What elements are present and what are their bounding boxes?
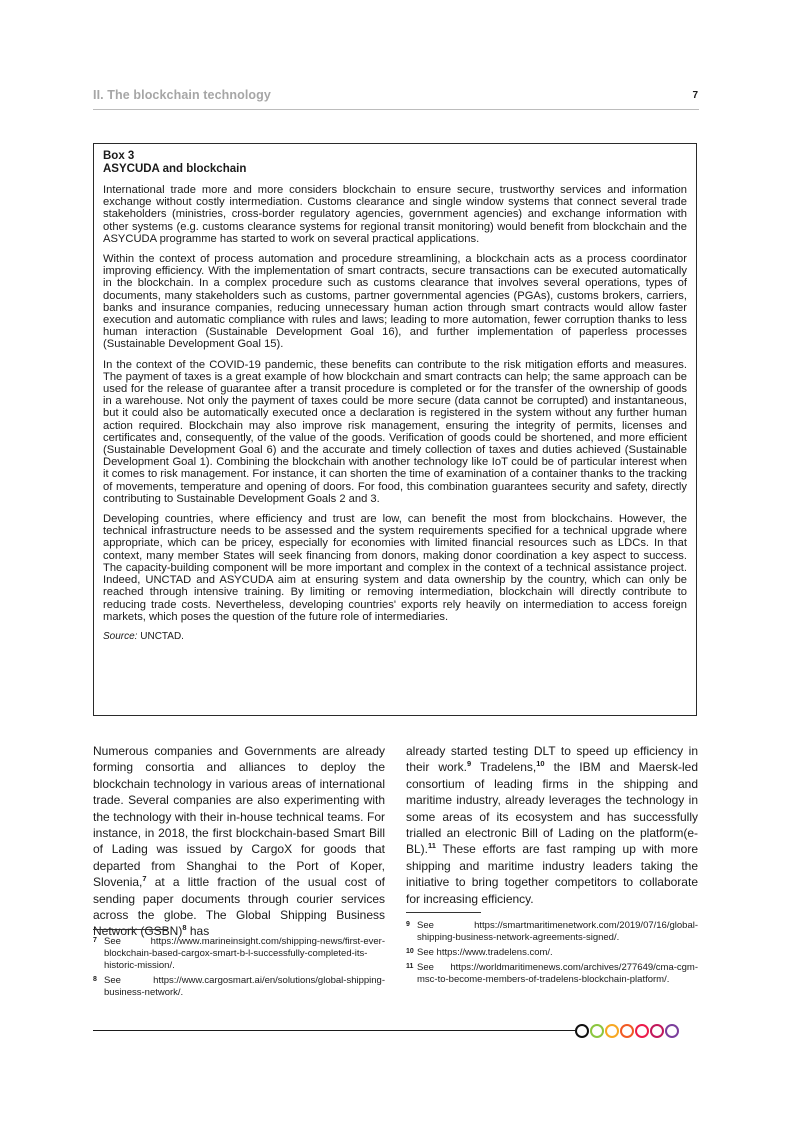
- footnote-ref-7[interactable]: 7: [142, 874, 147, 884]
- footnote-link[interactable]: See https://www.cargosmart.ai/en/solutions/global-shipping-business-network/.: [104, 975, 385, 998]
- footer-dot: [650, 1024, 664, 1038]
- source-label: Source:: [103, 630, 138, 642]
- header-rule: [93, 109, 699, 110]
- footnote-number: 9: [406, 921, 410, 928]
- footnote-number: 11: [406, 963, 414, 970]
- footer-rule: [93, 1030, 575, 1031]
- footer-dot: [575, 1024, 589, 1038]
- footnote-link[interactable]: See https://www.marineinsight.com/shipping-news/first-ever-blockchain-based-cargox-smart-b-l-successfully-completed-its-historic-mission/.: [104, 936, 385, 971]
- footnote-number: 7: [93, 937, 97, 944]
- source-text: UNCTAD.: [137, 630, 184, 642]
- body-text: These efforts are fast ramping up with more shipping and maritime industry leaders taking the initiative to bring together competitors to collaborate for increasing efficiency.: [406, 842, 698, 906]
- footnote-link[interactable]: See https://www.tradelens.com/.: [417, 947, 553, 958]
- footnote-11: [406, 962, 698, 986]
- footer-dots: [575, 1024, 679, 1038]
- footnote-10: [406, 947, 698, 959]
- box-paragraph: International trade more and more considers blockchain to ensure secure, trustworthy services and information exchange without costly intermediation. Customs clearance and single window systems that connect several trade stakeholders (ministries, cross-border regulatory agencies, government agencies) and exchange information with other systems (e.g. customs clearance systems for regional transit monitoring) would benefit from blockchain and the ASYCUDA programme has started to work on several practical applications.: [103, 184, 687, 245]
- footnote-ref-8[interactable]: 8: [182, 923, 187, 933]
- page-number: 7: [692, 90, 698, 101]
- box-paragraph: In the context of the COVID-19 pandemic, these benefits can contribute to the risk mitigation efforts and measures. The payment of taxes is a great example of how blockchain and smart contracts can help; the same approach can be used for the release of guarantee after a transit procedure is completed or for the transfer of the ownership of goods in a warehouse. Not only the payment of taxes could be more secure (data cannot be corrupted) and instantaneous, but it could also be automatically executed once a declaration is registered in the system without any further human action required. Blockchain may also improve risk management, ensuring the integrity of permits, licenses and certificates and, consequently, of the value of the goods. Verification of goods could be shortened, and more efficient (Sustainable Development Goal 6) and the accurate and timely collection of taxes and duties achieved (Sustainable Development Goal 1). Combining the blockchain with another technology like IoT could be of particular interest when it comes to risk management. For instance, it can shorten the time of examination of a container thanks to the tracking of movements, temperature and opening of doors. For food, this combination guarantees security and safety, directly contributing to Sustainable Development Goals 2 and 3.: [103, 358, 687, 505]
- footnote-ref-11[interactable]: 11: [428, 841, 436, 851]
- box-paragraph: Within the context of process automation and procedure streamlining, a blockchain acts as a process coordinator improving efficiency. With the implementation of smart contracts, secure transactions can be executed automatically in the blockchain. In a complex procedure such as customs clearance that involves several operations, types of documents, many stakeholders such as customs, partner governmental agencies (PGAs), customs brokers, carriers, banks and insurance companies, reducing unnecessary human action through smart contracts would allow faster execution and automatic compliance with rules and laws; leading to more automation, fewer corruption thanks to less human interaction (Sustainable Development Goal 16), and further implementation of paperless processes (Sustainable Development Goal 15).: [103, 253, 687, 351]
- box-paragraph: Developing countries, where efficiency and trust are low, can benefit the most from blockchains. However, the technical infrastructure needs to be assessed and the system requirements specified for a technical upgrade where appropriate, which can be pricey, especially for economies with limited financial resources such as LDCs. In that context, many member States will seek financing from donors, making donor coordination a key aspect to success. The capacity-building component will be more important and complex in the context of a technical assistance project. Indeed, UNCTAD and ASYCUDA aim at ensuring system and data ownership by the country, which can only be reached through intensive training. By limiting or removing intermediation, blockchain will directly contribute to reducing trade costs. Nevertheless, developing countries' exports rely heavily on intermediation to access foreign markets, which poses the question of the future role of intermediaries.: [103, 513, 687, 623]
- box-label: Box 3: [103, 150, 135, 162]
- footnotes-right: [406, 920, 698, 989]
- footer-dot: [620, 1024, 634, 1038]
- body-column-left: [93, 743, 385, 940]
- body-paragraph-left: [93, 743, 385, 940]
- body-text: Tradelens,: [471, 760, 537, 775]
- footnote-7: [93, 936, 385, 972]
- body-text: the IBM and Maersk-led consortium of leading firms in the shipping and maritime industry, already leverages the technology in some areas of its ecosystem and has successfully trialled an electronic Bill of Lading on the platform(e-BL).: [406, 760, 698, 857]
- body-text: has: [186, 924, 210, 939]
- footnote-number: 8: [93, 976, 97, 983]
- footnote-number: 10: [406, 948, 414, 955]
- body-text: Numerous companies and Governments are already forming consortia and alliances to deploy the blockchain technology in various areas of international trade. Several companies are also experimenting with the technology with their in-house technical teams. For instance, in 2018, the first blockchain-based Smart Bill of Lading was issued by CargoX for goods that departed from Shanghai to the Port of Koper, Slovenia,: [93, 744, 385, 890]
- box-asycuda: [93, 143, 697, 716]
- footnote-ref-10[interactable]: 10: [536, 759, 545, 769]
- footnotes-left: [93, 936, 385, 1002]
- footnote-rule-left: [93, 929, 168, 930]
- footnote-8: [93, 975, 385, 999]
- footer-dot: [665, 1024, 679, 1038]
- footnote-rule-right: [406, 912, 481, 913]
- body-text: at a little fraction of the usual cost of sending paper documents through courier services across the globe. The Global Shipping Business Network (GSBN): [93, 875, 385, 939]
- footnote-link[interactable]: See https://worldmaritimenews.com/archives/277649/cma-cgm-msc-to-become-members-of-tradelens-blockchain-platform/.: [417, 962, 698, 985]
- box-source: [103, 631, 687, 642]
- footnote-link[interactable]: See https://smartmaritimenetwork.com/2019/07/16/global-shipping-business-network-agreements-signed/.: [417, 920, 698, 943]
- footer-dot: [590, 1024, 604, 1038]
- footer-dot: [605, 1024, 619, 1038]
- footnote-ref-9[interactable]: 9: [467, 759, 472, 769]
- body-text: already started testing DLT to speed up efficiency in their work.: [406, 744, 698, 775]
- box-title: ASYCUDA and blockchain: [103, 163, 247, 175]
- body-paragraph-right: [406, 743, 698, 907]
- body-column-right: [406, 743, 698, 907]
- footer-dot: [635, 1024, 649, 1038]
- footnote-9: [406, 920, 698, 944]
- running-header: II. The blockchain technology: [93, 88, 271, 102]
